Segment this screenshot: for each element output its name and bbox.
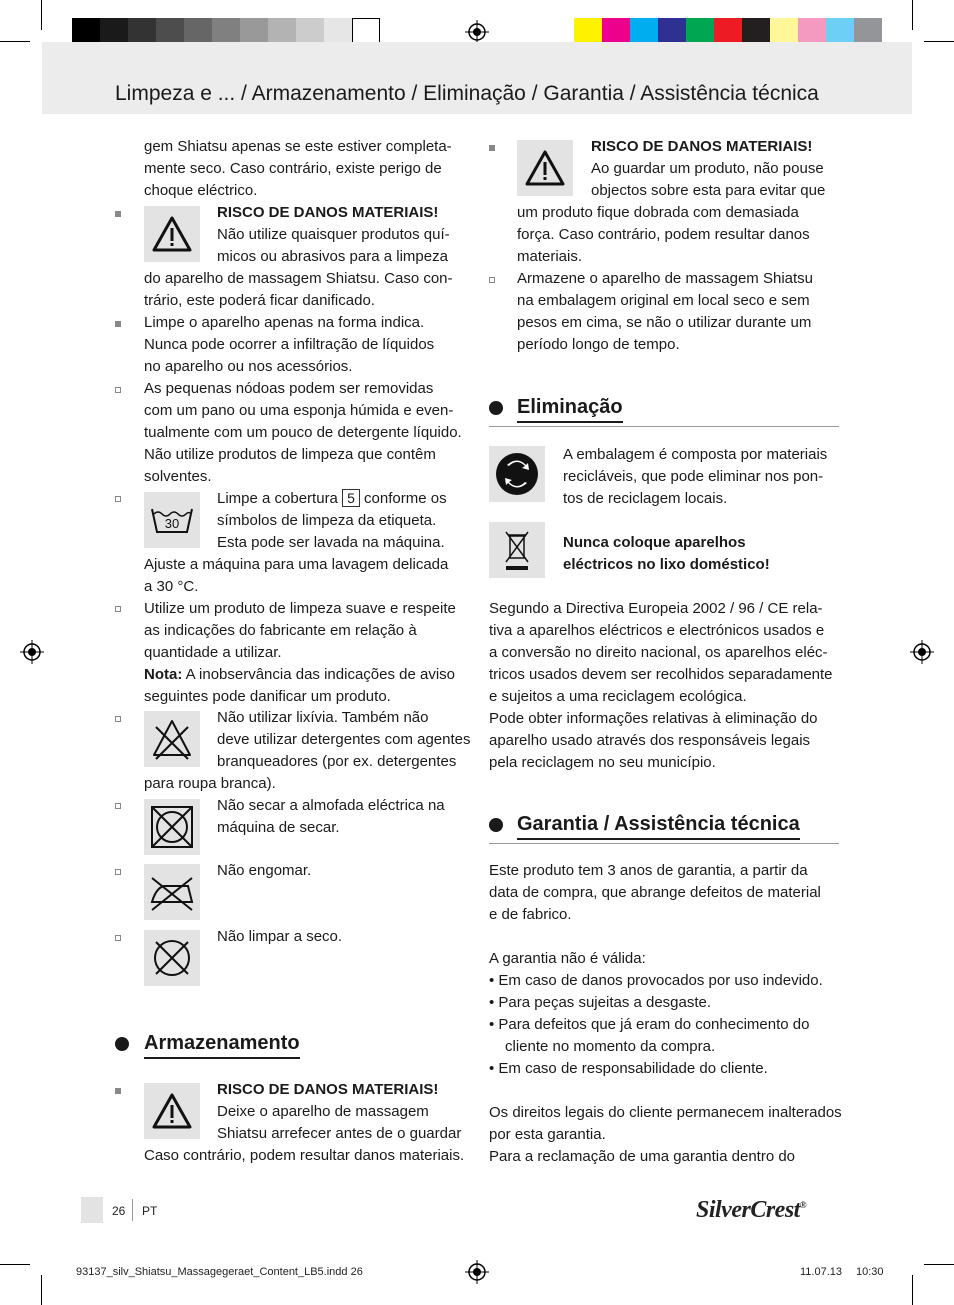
bullet xyxy=(489,145,495,151)
list-item: Armazene o aparelho de massagem Shiatsu na embalagem original em local seco e sem pesos em cima, se não o utilizar durante um período longo de tempo. xyxy=(517,270,814,353)
bullet xyxy=(115,803,121,809)
bullet xyxy=(115,935,121,941)
bullet xyxy=(115,606,121,612)
crop-mark xyxy=(912,0,913,30)
bullet xyxy=(115,716,121,722)
crop-mark xyxy=(0,41,30,42)
warning-triangle-icon xyxy=(144,1083,200,1139)
warning-box xyxy=(144,206,200,262)
recycling-green-dot-icon xyxy=(489,446,545,502)
no-iron-icon xyxy=(144,864,200,920)
bullet xyxy=(115,869,121,875)
warning-text: RISCO DE DANOS MATERIAIS! Deixe o aparelho de massagem Shiatsu arrefecer antes de o guardar xyxy=(217,1081,462,1142)
crop-mark xyxy=(912,1275,913,1305)
list-item: Limpe o aparelho apenas na forma indica. Nunca pode ocorrer a infiltração de líquidos no aparelho ou nos acessórios. xyxy=(144,314,435,375)
crop-mark xyxy=(41,1275,42,1305)
crop-mark xyxy=(924,1264,954,1265)
list-item: para roupa branca). xyxy=(144,775,276,792)
no-dry-clean-box xyxy=(144,930,200,986)
registration-mark-icon xyxy=(465,1260,489,1284)
no-dry-clean-icon xyxy=(144,930,200,986)
list-item: As pequenas nódoas podem ser removidas com um pano ou uma esponja húmida e even- tualmente com um pouco de detergente líquido. Não utilize produtos de limpeza que contêm solventes. xyxy=(144,380,462,485)
list-item: Não limpar a seco. xyxy=(217,928,343,945)
bullet xyxy=(115,321,121,327)
language-code: PT xyxy=(142,1204,158,1218)
registration-mark-icon xyxy=(20,640,44,664)
warning-triangle-icon xyxy=(144,206,200,262)
section-dot-icon xyxy=(489,401,503,415)
page-title: Limpeza e ... / Armazenamento / Eliminação / Garantia / Assistência técnica xyxy=(115,82,819,105)
bullet xyxy=(115,496,121,502)
warning-box xyxy=(144,1083,200,1139)
paragraph: A embalagem é composta por materiais recicláveis, que pode eliminar nos pon- tos de reciclagem locais. xyxy=(563,446,828,507)
no-tumble-dry-icon xyxy=(144,799,200,855)
file-name: 93137_silv_Shiatsu_Massagegeraet_Content_LB5.indd 26 xyxy=(76,1266,363,1278)
section-dot-icon xyxy=(115,1037,129,1051)
registration-mark-icon xyxy=(910,640,934,664)
section-heading-disposal: Eliminação xyxy=(517,396,623,423)
no-bleach-box xyxy=(144,711,200,767)
weee-box xyxy=(489,522,545,578)
green-dot-box xyxy=(489,446,545,502)
warning-text: Nunca coloque aparelhos eléctricos no lixo doméstico! xyxy=(563,534,770,573)
list-item: Não secar a almofada eléctrica na máquina de secar. xyxy=(217,797,445,836)
paragraph: Este produto tem 3 anos de garantia, a partir da data de compra, que abrange defeitos de material e de fabrico. A garantia não é válida: • Em caso de danos provocados por uso indevido. • Para peças sujeitas a desgaste. • Para defeitos que já eram do conhecimento do cliente no momento da compra. • Em caso de responsabilidade do cliente. Os direitos legais do cliente permanecem inalterados por esta garantia. Para a reclamação de uma garantia dentro do xyxy=(489,862,842,1165)
section-dot-icon xyxy=(489,818,503,832)
bullet xyxy=(489,277,495,283)
list-item: Utilize um produto de limpeza suave e respeite as indicações do fabricante em relação à quantidade a utilizar. Nota: A inobservância das indicações de aviso seguintes pode danificar um produto. xyxy=(144,600,456,705)
bullet xyxy=(115,387,121,393)
section-heading-warranty: Garantia / Assistência técnica xyxy=(517,813,800,840)
wash-30-icon xyxy=(144,492,200,548)
warning-triangle-icon xyxy=(517,140,573,196)
svg-text:30: 30 xyxy=(164,516,180,531)
list-item: Ajuste a máquina para uma lavagem delicada a 30 °C. xyxy=(144,556,449,595)
print-date: 11.07.13 xyxy=(800,1266,843,1278)
paragraph: Segundo a Directiva Europeia 2002 / 96 / CE rela- tiva a aparelhos eléctricos e electrónicos usados e a conversão no direito nacional, os aparelhos eléc- tricos usados devem ser recolhidos separadamente e sujeitos a uma reciclagem ecológica. Pode obter informações relativas à eliminação do aparelho usado através dos responsáveis legais pela reciclagem no seu município. xyxy=(489,600,833,771)
list-item: Não engomar. xyxy=(217,862,312,879)
divider xyxy=(489,426,839,427)
warning-text: do aparelho de massagem Shiatsu. Caso con- trário, este poderá ficar danificado. xyxy=(144,270,453,309)
crossed-out-bin-icon xyxy=(489,522,545,578)
crop-mark xyxy=(924,41,954,42)
wash-symbol-box xyxy=(144,492,200,548)
divider xyxy=(132,1199,133,1221)
bullet xyxy=(115,211,121,217)
warning-box xyxy=(517,140,573,196)
warning-text: RISCO DE DANOS MATERIAIS! Não utilize quaisquer produtos quí- micos ou abrasivos para a limpeza xyxy=(217,204,450,265)
no-iron-box xyxy=(144,864,200,920)
brand-logo: SilverCrest® xyxy=(696,1197,807,1223)
divider xyxy=(489,843,839,844)
registration-mark-icon xyxy=(465,20,489,44)
page-number-box xyxy=(81,1197,103,1223)
warning-text: RISCO DE DANOS MATERIAIS! Ao guardar um produto, não pouse objectos sobre esta para evitar que xyxy=(591,138,826,199)
bullet xyxy=(115,1088,121,1094)
list-item: Não utilizar lixívia. Também não deve utilizar detergentes com agentes branqueadores (por ex. detergentes xyxy=(217,709,471,770)
no-bleach-icon xyxy=(144,711,200,767)
size-box: 5 xyxy=(342,489,360,507)
warning-text: um produto fique dobrada com demasiada força. Caso contrário, podem resultar danos materiais. xyxy=(517,204,810,265)
print-time: 10:30 xyxy=(856,1266,884,1278)
paragraph: gem Shiatsu apenas se este estiver completa- mente seco. Caso contrário, existe perigo de choque eléctrico. xyxy=(144,138,452,199)
list-item: Limpe a cobertura 5 conforme os símbolos de limpeza da etiqueta. Esta pode ser lavada na máquina. xyxy=(217,490,447,551)
page-number: 26 xyxy=(112,1204,126,1218)
warning-text: Caso contrário, podem resultar danos materiais. xyxy=(144,1147,465,1164)
section-heading-storage: Armazenamento xyxy=(144,1032,300,1059)
crop-mark xyxy=(0,1264,30,1265)
crop-mark xyxy=(41,0,42,30)
no-tumble-dry-box xyxy=(144,799,200,855)
